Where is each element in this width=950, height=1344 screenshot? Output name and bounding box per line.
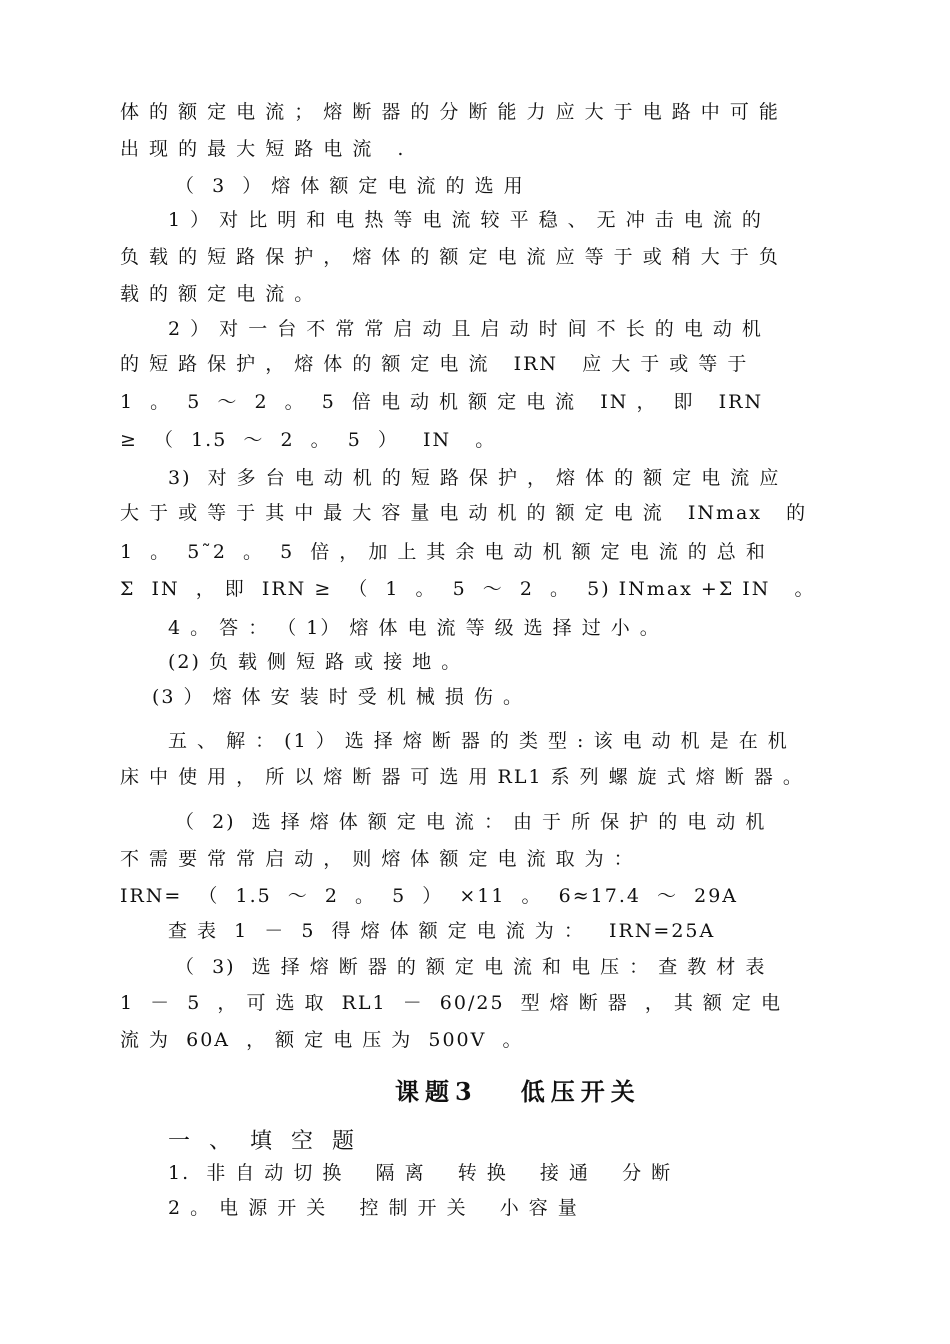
text-line: 五 、 解 ： (1 ） 选 择 熔 断 器 的 类 型 : 该 电 动 机 是 在 机	[168, 730, 789, 752]
text-line: 1 。 5 ～ 2 。 5 倍 电 动 机 额 定 电 流 IN ， 即 IRN	[120, 391, 764, 413]
text-line: 不 需 要 常 常 启 动 ， 则 熔 体 额 定 电 流 取 为 ：	[120, 848, 635, 870]
text-line: 载 的 额 定 电 流 。	[120, 283, 316, 305]
text-line: （ 2) 选 择 熔 体 额 定 电 流 ： 由 于 所 保 护 的 电 动 机	[175, 811, 767, 833]
text-line: 1 ） 对 比 明 和 电 热 等 电 流 较 平 稳 、 无 冲 击 电 流 的	[168, 209, 763, 231]
text-line: （ 3 ） 熔 体 额 定 电 流 的 选 用	[175, 175, 525, 197]
text-line: 1 － 5 ， 可 选 取 RL1 － 60/25 型 熔 断 器 ， 其 额 定 电	[120, 992, 782, 1014]
list-item: 2 。 电 源 开 关 控 制 开 关 小 容 量	[168, 1197, 579, 1219]
text-line: 4 。 答 ： （ 1） 熔 体 电 流 等 级 选 择 过 小 。	[168, 617, 661, 639]
text-line: 负 载 的 短 路 保 护 ， 熔 体 的 额 定 电 流 应 等 于 或 稍 大 于 负	[120, 246, 780, 268]
text-line: 查 表 1 － 5 得 熔 体 额 定 电 流 为 ： IRN=25A	[168, 920, 716, 942]
text-line: Σ IN ， 即 IRN ≥ （ 1 。 5 ～ 2 。 5) INmax +Σ IN 。	[120, 578, 816, 600]
text-line: ≥ （ 1.5 ～ 2 。 5 ） IN 。	[120, 429, 497, 451]
text-line: 体 的 额 定 电 流 ； 熔 断 器 的 分 断 能 力 应 大 于 电 路 中 可 能	[120, 101, 780, 123]
text-line: (2) 负 载 侧 短 路 或 接 地 。	[168, 651, 463, 673]
text-line: 的 短 路 保 护 ， 熔 体 的 额 定 电 流 IRN 应 大 于 或 等 于	[120, 353, 749, 375]
text-line: 3) 对 多 台 电 动 机 的 短 路 保 护 ， 熔 体 的 额 定 电 流 应	[168, 467, 781, 489]
text-line: 床 中 使 用 ， 所 以 熔 断 器 可 选 用 RL1 系 列 螺 旋 式 熔 断 器 。	[120, 766, 804, 788]
chapter-title: 课题3 低压开关	[395, 1077, 641, 1106]
list-item: 1. 非 自 动 切 换 隔 离 转 换 接 通 分 断	[168, 1162, 673, 1184]
section-heading: 一 、 填 空 题	[168, 1129, 360, 1154]
text-line: 2 ） 对 一 台 不 常 常 启 动 且 启 动 时 间 不 长 的 电 动 机	[168, 318, 763, 340]
text-line: 出 现 的 最 大 短 路 电 流 .	[120, 138, 406, 160]
text-line: IRN= （ 1.5 ～ 2 。 5 ） ×11 。 6≈17.4 ～ 29A	[120, 885, 739, 907]
text-line: 流 为 60A ， 额 定 电 压 为 500V 。	[120, 1029, 524, 1051]
text-line: 1 。 5˜2 。 5 倍 ， 加 上 其 余 电 动 机 额 定 电 流 的 总 和	[120, 541, 767, 563]
text-line: (3 ） 熔 体 安 装 时 受 机 械 损 伤 。	[152, 686, 524, 708]
text-line: 大 于 或 等 于 其 中 最 大 容 量 电 动 机 的 额 定 电 流 INmax 的	[120, 502, 808, 524]
text-line: （ 3) 选 择 熔 断 器 的 额 定 电 流 和 电 压 ： 查 教 材 表	[175, 956, 767, 978]
